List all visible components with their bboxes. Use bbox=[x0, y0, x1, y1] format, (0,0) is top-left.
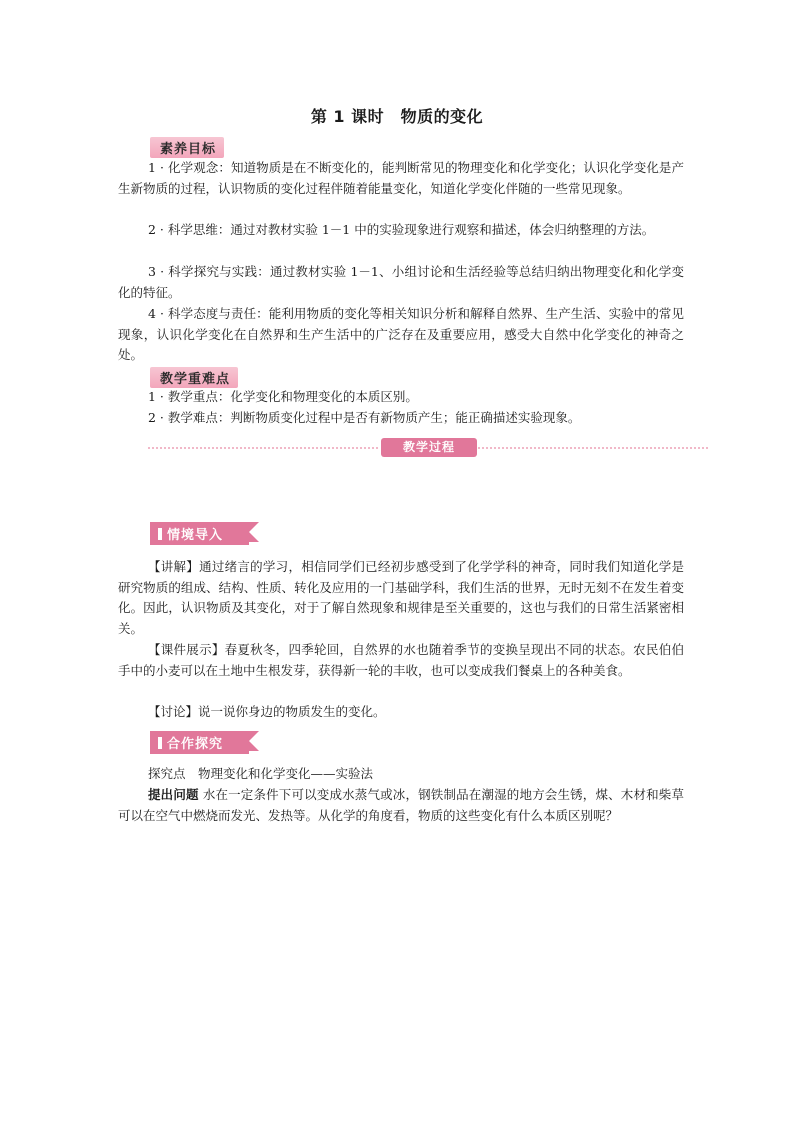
objective-4: 4 · 科学态度与责任：能利用物质的变化等相关知识分析和解释自然界、生产生活、实验中的常见现象，认识化学变化在自然界和生产生活中的广泛存在及重要应用，感受大自然中化学变化的神奇之处。 bbox=[118, 306, 684, 362]
intro-text-2: 春夏秋冬，四季轮回，自然界的水也随着季节的变换呈现出不同的状态。农民伯伯手中的小麦可以在土地中生根发芽，获得新一轮的丰收，也可以变成我们餐桌上的各种美食。 bbox=[118, 642, 684, 678]
intro-banner bbox=[150, 522, 249, 545]
objective-3: 3 · 科学探究与实践：通过教材实验 1－1、小组讨论和生活经验等总结归纳出物理变化和化学变化的特征。 bbox=[118, 264, 684, 300]
banner-bar-icon bbox=[158, 528, 162, 540]
key-points-label: 教学重难点 bbox=[150, 367, 238, 388]
explore-point: 探究点 物理变化和化学变化——实验法 bbox=[148, 766, 374, 781]
intro-paragraph-1 bbox=[118, 557, 684, 639]
key-point-1: 1 · 教学重点：化学变化和物理变化的本质区别。 bbox=[148, 389, 418, 404]
intro-text-1: 通过绪言的学习，相信同学们已经初步感受到了化学学科的神奇，同时我们知道化学是研究物质的组成、结构、性质、转化及应用的一门基础学科，我们生活的世界，无时无刻不在发生着变化。因此，认识物质及其变化，对于了解自然现象和规律是至关重要的，这也与我们的日常生活紧密相关。 bbox=[118, 559, 684, 636]
question-tag: 提出问题 bbox=[148, 787, 199, 802]
divider-right bbox=[478, 447, 710, 449]
explore-question bbox=[118, 785, 684, 826]
intro-tag-2: 【课件展示】 bbox=[148, 642, 225, 657]
divider-left bbox=[148, 447, 380, 449]
key-point-2: 2 · 教学难点：判断物质变化过程中是否有新物质产生；能正确描述实验现象。 bbox=[148, 410, 581, 425]
question-text: 水在一定条件下可以变成水蒸气或冰，钢铁制品在潮湿的地方会生锈，煤、木材和柴草可以在空气中燃烧而发光、发热等。从化学的角度看，物质的这些变化有什么本质区别呢？ bbox=[118, 787, 684, 823]
process-banner: 教学过程 bbox=[381, 438, 477, 457]
objective-1: 1 · 化学观念：知道物质是在不断变化的，能判断常见的物理变化和化学变化；认识化学变化是产生新物质的过程，认识物质的变化过程伴随着能量变化，知道化学变化伴随的一些常见现象。 bbox=[118, 160, 684, 196]
objectives-label: 素养目标 bbox=[150, 137, 224, 158]
lesson-title: 第 1 课时 物质的变化 bbox=[310, 107, 484, 126]
intro-label: 情境导入 bbox=[167, 528, 224, 543]
intro-paragraph-2 bbox=[118, 640, 684, 681]
explore-label: 合作探究 bbox=[167, 737, 224, 752]
explore-banner bbox=[150, 731, 249, 754]
intro-paragraph-3 bbox=[118, 702, 684, 723]
intro-tag-1: 【讲解】 bbox=[148, 559, 200, 574]
intro-text-3: 说一说你身边的物质发生的变化。 bbox=[198, 704, 386, 719]
objective-2: 2 · 科学思维：通过对教材实验 1－1 中的实验现象进行观察和描述，体会归纳整理的方法。 bbox=[148, 222, 655, 237]
intro-tag-3: 【讨论】 bbox=[148, 704, 199, 719]
banner-bar-icon bbox=[158, 737, 162, 749]
